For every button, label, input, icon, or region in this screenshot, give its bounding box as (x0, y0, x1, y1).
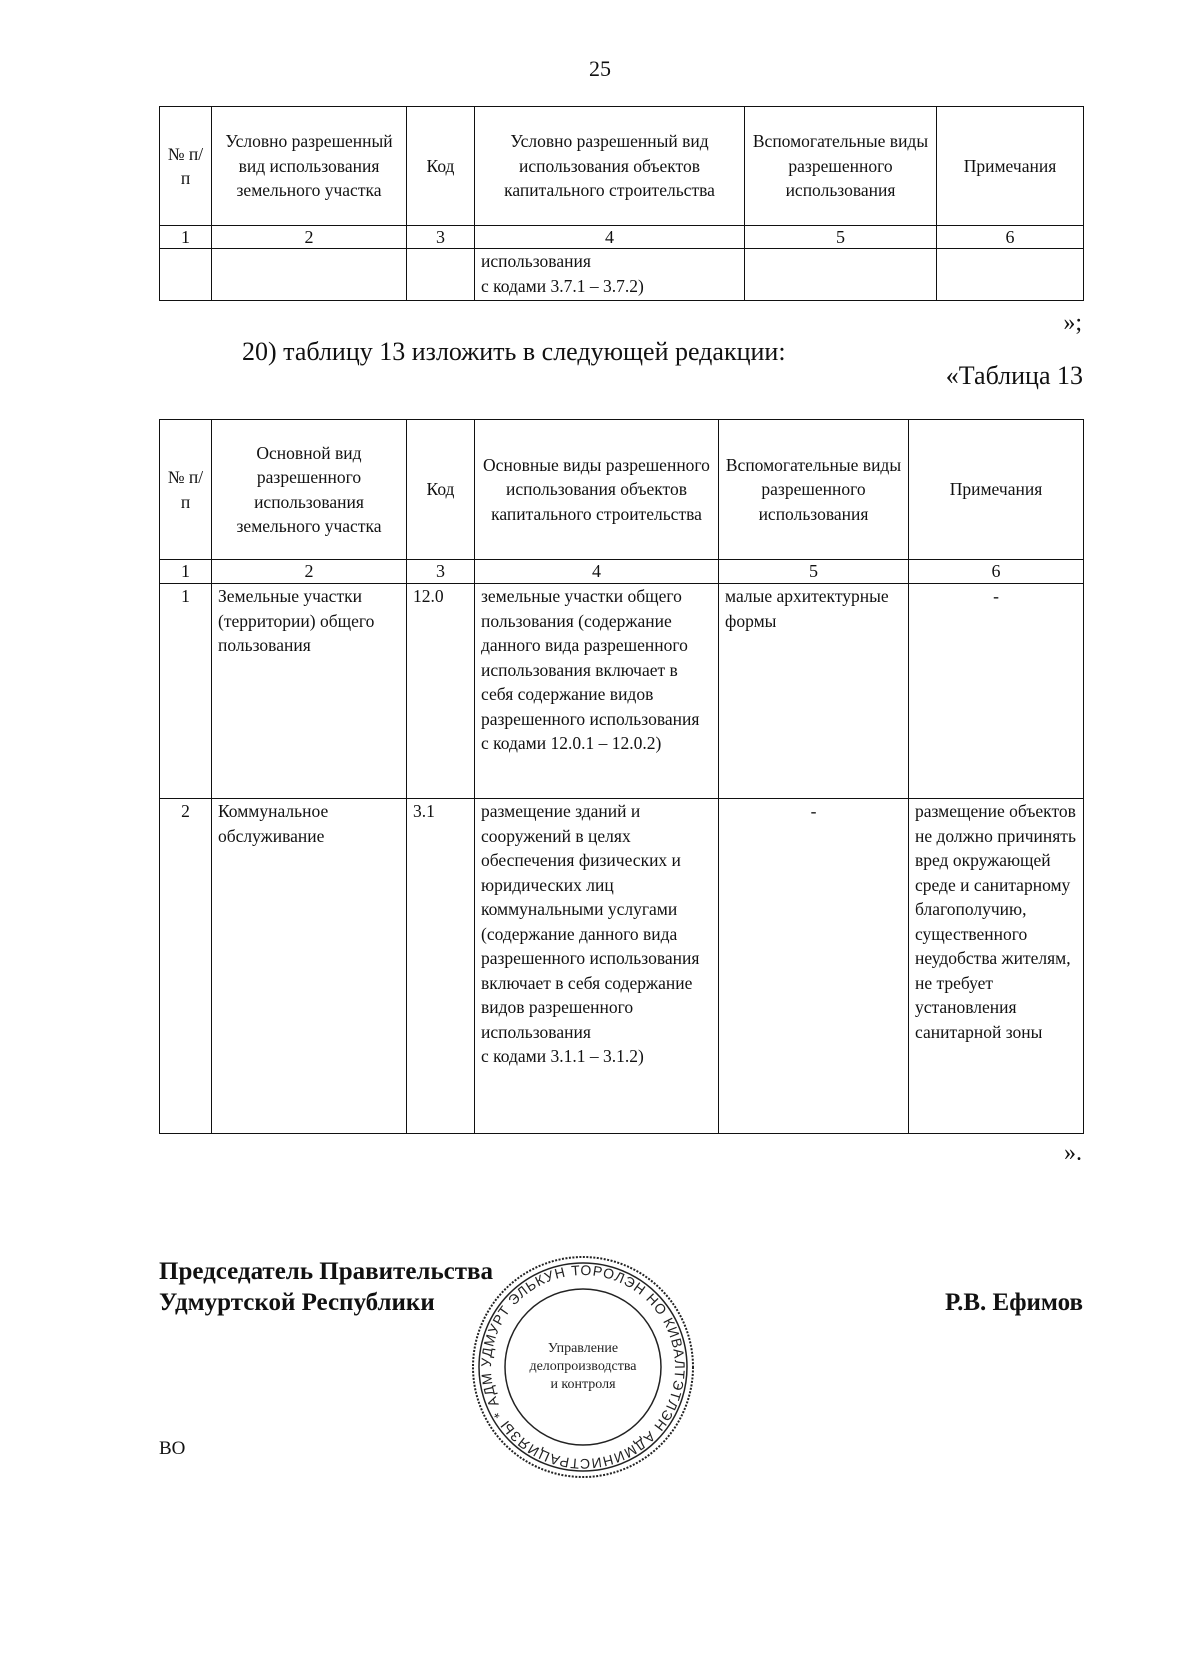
building-use-description (475, 799, 719, 1134)
table-13-number-row (160, 560, 1084, 584)
instruction-text: 20) таблицу 13 изложить в следующей редакции: (242, 337, 786, 366)
top-table-number-row (160, 226, 1084, 249)
row-number: 2 (160, 799, 212, 1134)
table-title: «Таблица 13 (945, 361, 1083, 390)
top-table (159, 106, 1084, 301)
notes (909, 799, 1084, 1134)
table-13-header-row (160, 420, 1084, 560)
cell-text: размещение зданий и сооружений в целях обеспечения физических и юридических лиц коммунальными услугами (содержание данного вида разрешенного использования включает в себя содержание видов разрешенного использования (481, 801, 700, 1042)
use-code: 3.1 (407, 799, 475, 1134)
signatory-title-line: Удмуртской Республики (159, 1289, 435, 1316)
column-number: 1 (160, 226, 212, 249)
cell-text: земельные участки общего пользования (содержание данного вида разрешенного использования включает в себя содержание видов разрешенного использования (481, 586, 700, 729)
cell-text: использования (481, 251, 591, 271)
header-auxiliary: Вспомогательные виды разрешенного использования (719, 420, 909, 560)
header-number: № п/п (160, 420, 212, 560)
column-number: 1 (160, 560, 212, 584)
cell-empty (160, 249, 212, 301)
header-notes: Примечания (909, 420, 1084, 560)
column-number: 5 (719, 560, 909, 584)
column-number: 3 (407, 560, 475, 584)
header-land-use: Основной вид разрешенного использования земельного участка (212, 420, 407, 560)
header-notes: Примечания (937, 107, 1084, 226)
column-number: 6 (909, 560, 1084, 584)
column-number: 4 (475, 226, 745, 249)
signatory-name: Р.В. Ефимов (944, 1289, 1083, 1316)
land-use-kind: Коммунальное обслуживание (212, 799, 407, 1134)
cell-text: с кодами 3.1.1 – 3.1.2) (481, 1046, 644, 1066)
official-seal (468, 1252, 698, 1482)
table-row (160, 799, 1084, 1134)
cell-text: с кодами 3.7.1 – 3.7.2) (481, 275, 644, 296)
auxiliary-use: малые архитектурные формы (719, 584, 909, 799)
cell-text: размещение объектов не должно причинять вред окружающей среде и санитарному благополучию, существенного неудобства жителям, (915, 801, 1076, 968)
seal-inner-line: и контроля (550, 1377, 616, 1392)
cell-empty (937, 249, 1084, 301)
building-use-description (475, 584, 719, 799)
top-table-header-row (160, 107, 1084, 226)
auxiliary-use: - (719, 799, 909, 1134)
page-number: 25 (589, 56, 611, 81)
header-land-use: Условно разрешенный вид использования земельного участка (212, 107, 407, 226)
column-number: 4 (475, 560, 719, 584)
cell-empty (212, 249, 407, 301)
seal-inner-line: делопроизводства (529, 1359, 637, 1374)
table-13 (159, 419, 1084, 1134)
notes: - (909, 584, 1084, 799)
seal-outer-text: УДМУРТ ЭЛЬКУН ТОРОЛЭН НО КИВАЛТЭТЛЭН АДМИНИСТРАЦИЯЗЫ * АДМ (477, 1261, 689, 1473)
column-number: 6 (937, 226, 1084, 249)
row-number: 1 (160, 584, 212, 799)
header-code: Код (407, 420, 475, 560)
header-building-use: Основные виды разрешенного использования объектов капитального строительства (475, 420, 719, 560)
cell-empty (745, 249, 937, 301)
cell-text: с кодами 12.0.1 – 12.0.2) (481, 733, 662, 753)
table-row (160, 584, 1084, 799)
header-code: Код (407, 107, 475, 226)
closing-quote-period: ». (1064, 1140, 1082, 1166)
column-number: 3 (407, 226, 475, 249)
signatory-title (159, 1256, 493, 1318)
header-building-use: Условно разрешенный вид использования объектов капитального строительства (475, 107, 745, 226)
column-number: 2 (212, 560, 407, 584)
seal-graphic (468, 1252, 698, 1482)
closing-quote-semicolon: »; (1063, 310, 1082, 336)
footer-initials: ВО (159, 1438, 186, 1459)
seal-inner-line: Управление (547, 1341, 619, 1356)
cell-building-use (475, 249, 745, 301)
signatory-title-line: Председатель Правительства (159, 1258, 494, 1285)
cell-text: не требует установления санитарной зоны (915, 972, 1043, 1042)
top-table-continued-row (160, 249, 1084, 301)
land-use-kind: Земельные участки (территории) общего пользования (212, 584, 407, 799)
header-number: № п/п (160, 107, 212, 226)
header-auxiliary: Вспомогательные виды разрешенного использования (745, 107, 937, 226)
cell-empty (407, 249, 475, 301)
column-number: 5 (745, 226, 937, 249)
column-number: 2 (212, 226, 407, 249)
use-code: 12.0 (407, 584, 475, 799)
